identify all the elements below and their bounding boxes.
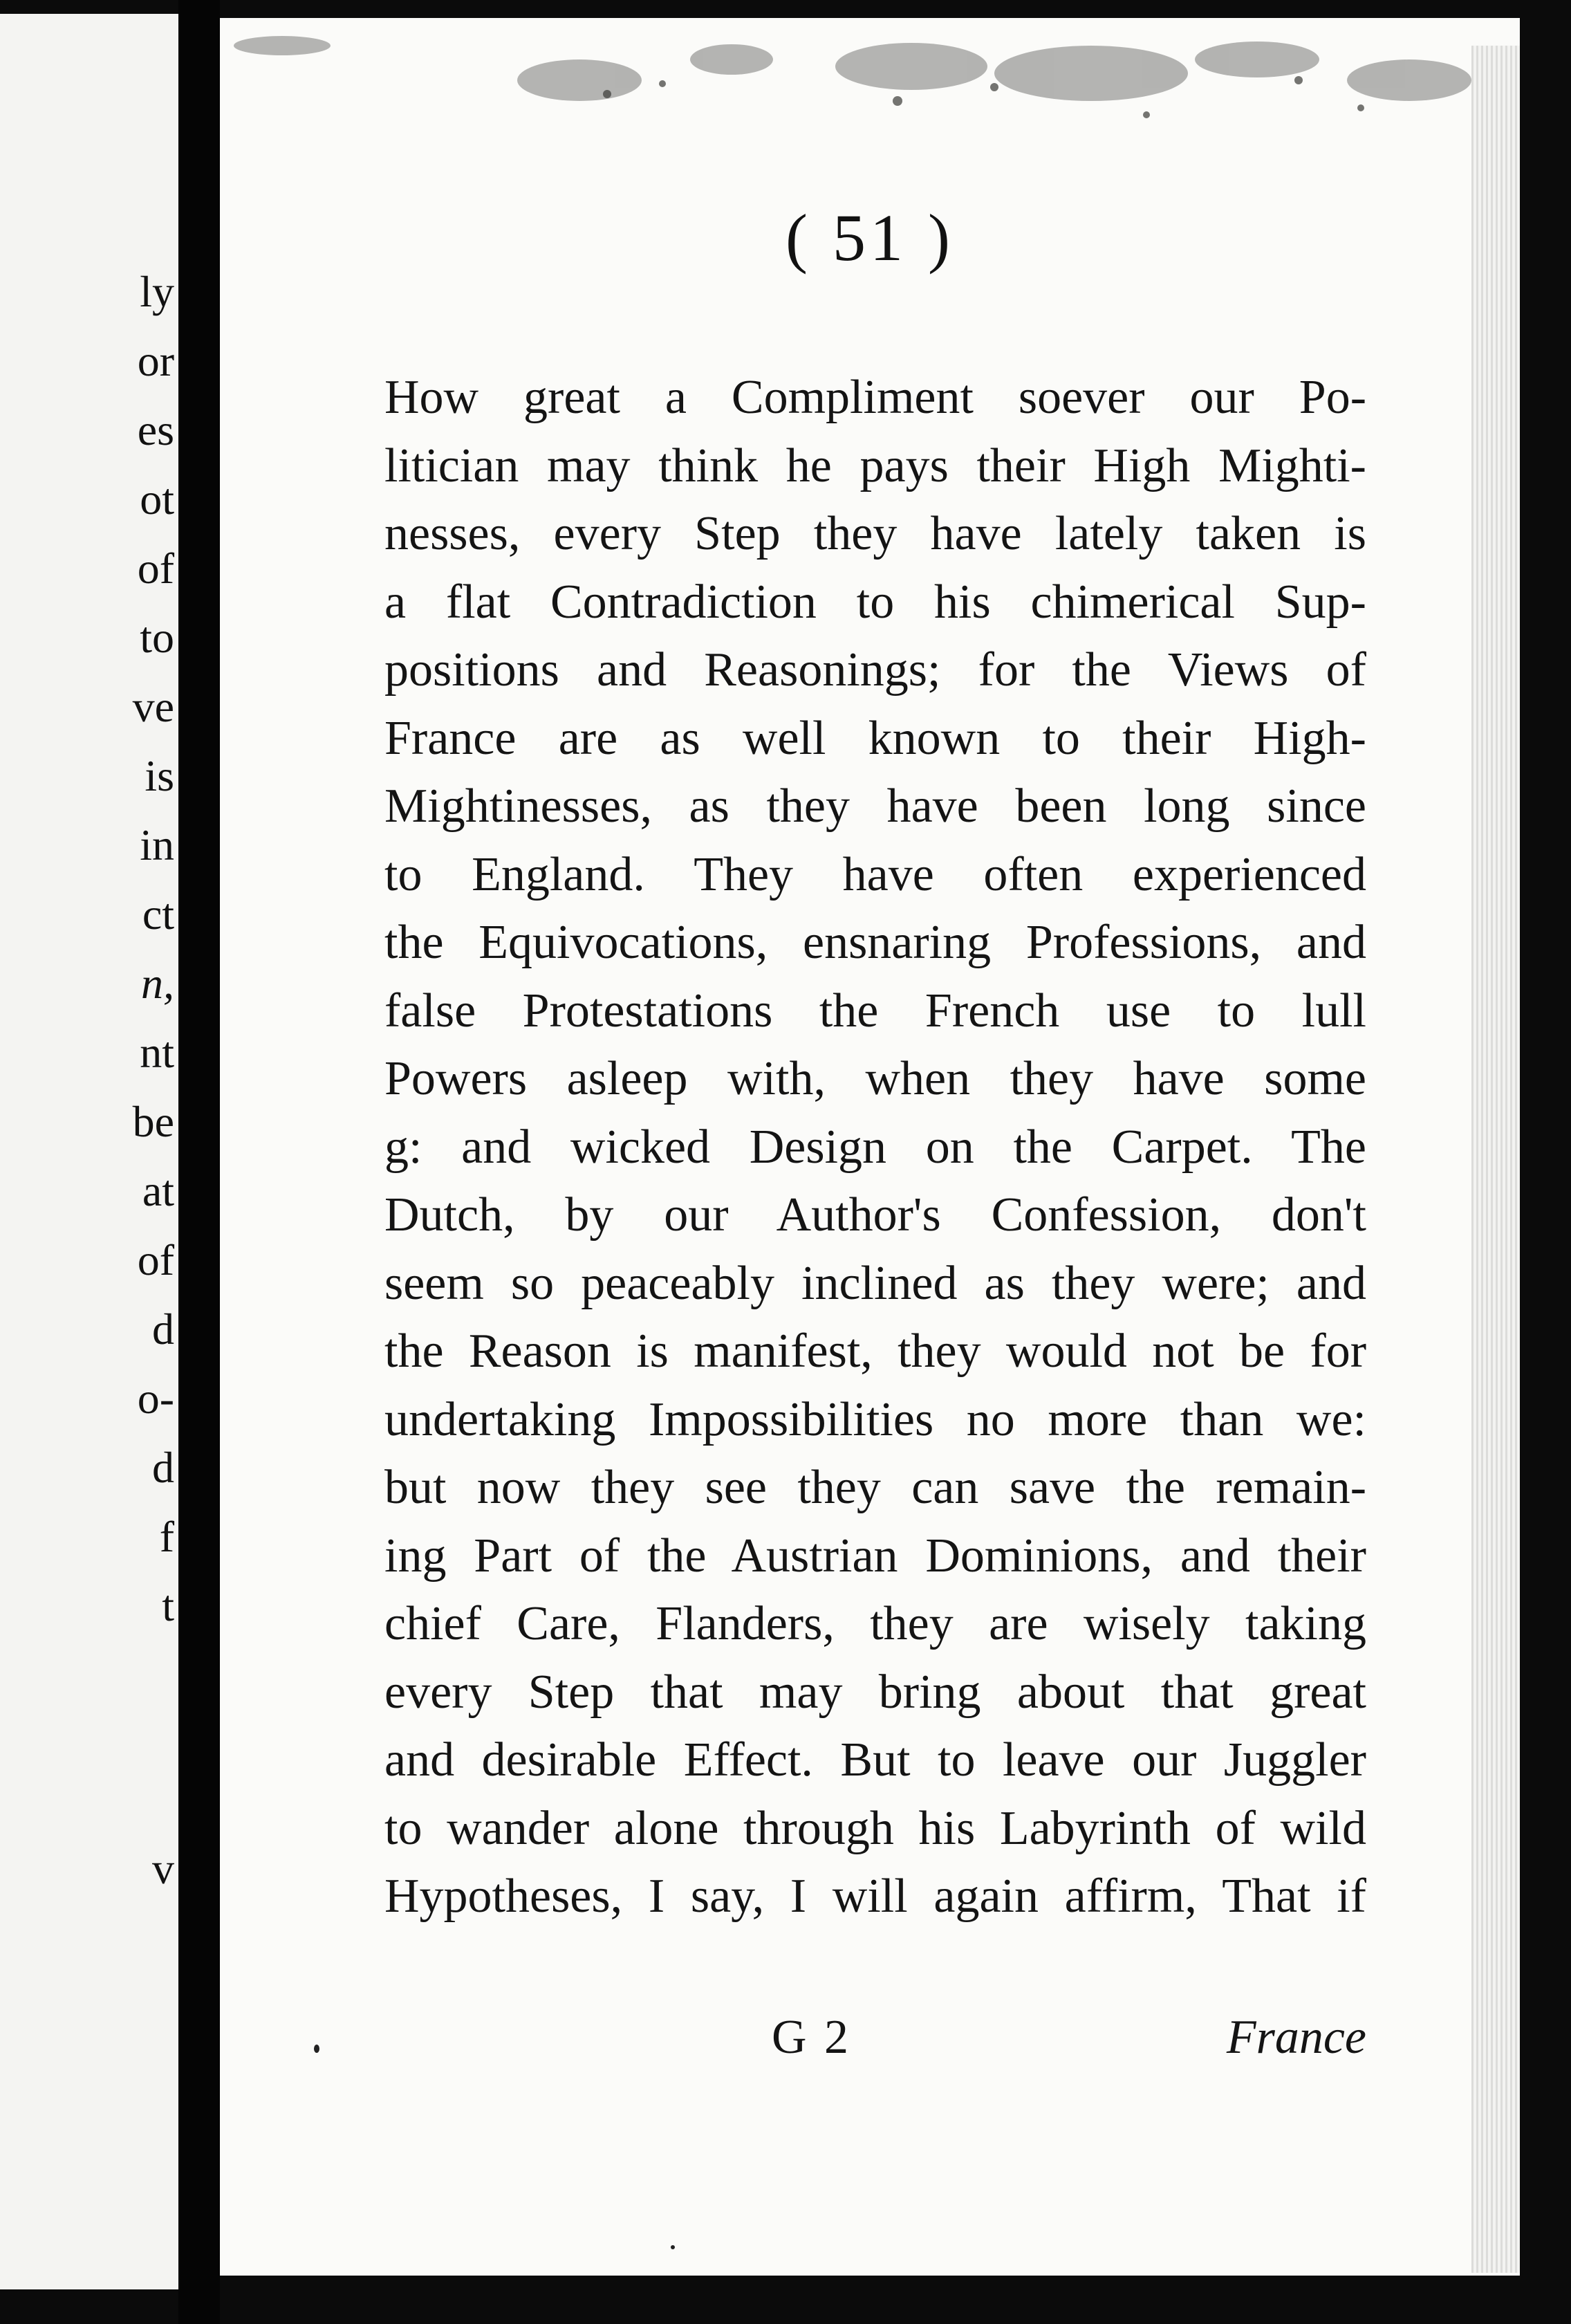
left-page-text-column <box>0 267 178 1930</box>
left-page-line: nt <box>140 1028 174 1077</box>
left-page-line: or <box>137 336 174 385</box>
text-line: to wander alone through his Labyrinth of wild <box>384 1801 1366 1855</box>
left-page-line: o- <box>137 1374 174 1423</box>
left-page-line: v <box>152 1844 174 1893</box>
left-page-line: is <box>145 751 174 800</box>
left-page-line: ve <box>132 682 174 731</box>
left-page-line: es <box>137 405 174 454</box>
text-line: How great a Compliment soever our Po- <box>384 371 1366 424</box>
left-page-line: at <box>142 1166 174 1215</box>
page-footer <box>384 2010 1366 2079</box>
left-page-line: be <box>132 1097 174 1146</box>
left-page-line: n, <box>141 959 174 1008</box>
left-page-line: ct <box>142 889 174 939</box>
left-page-line: in <box>140 820 174 869</box>
text-line: undertaking Impossibilities no more than we: <box>384 1392 1366 1446</box>
text-line: Powers asleep with, when they have some <box>384 1052 1366 1105</box>
left-page-line: d <box>152 1443 174 1492</box>
left-page-line: ly <box>140 267 174 316</box>
text-line: chief Care, Flanders, they are wisely taking <box>384 1597 1366 1650</box>
page-edge-stack <box>1471 46 1520 2273</box>
page-number: ( 51 ) <box>786 201 954 275</box>
left-page-line: to <box>140 613 174 662</box>
text-line: Hypotheses, I say, I will again affirm, That if <box>384 1870 1366 1923</box>
text-line: g: and wicked Design on the Carpet. The <box>384 1120 1366 1174</box>
ink-speck <box>671 2245 675 2249</box>
text-line: the Reason is manifest, they would not be for <box>384 1325 1366 1378</box>
left-page-line: of <box>137 544 174 593</box>
ink-speck <box>314 2045 319 2053</box>
text-line: seem so peaceably inclined as they were; and <box>384 1256 1366 1310</box>
text-line: but now they see they can save the remain- <box>384 1461 1366 1514</box>
text-line: false Protestations the French use to lull <box>384 984 1366 1038</box>
text-line: Dutch, by our Author's Confession, don't <box>384 1188 1366 1242</box>
text-line: Mightinesses, as they have been long since <box>384 780 1366 833</box>
left-page-line: f <box>159 1512 174 1561</box>
left-page-line: d <box>152 1304 174 1354</box>
text-line: a flat Contradiction to his chimerical Sup- <box>384 575 1366 629</box>
book-page <box>220 18 1520 2276</box>
text-line: every Step that may bring about that great <box>384 1665 1366 1719</box>
signature-mark: G 2 <box>772 2011 852 2064</box>
left-page-fragment <box>0 14 178 2289</box>
text-line: litician may think he pays their High Mighti- <box>384 439 1366 492</box>
book-gutter <box>178 0 220 2324</box>
text-line: nesses, every Step they have lately taken is <box>384 507 1366 560</box>
left-page-line: t <box>162 1581 174 1630</box>
text-line: France are as well known to their High- <box>384 711 1366 765</box>
left-page-line: ot <box>140 474 174 524</box>
catchword: France <box>1226 2011 1366 2064</box>
page-top-stain <box>220 18 1520 149</box>
text-line: ing Part of the Austrian Dominions, and their <box>384 1529 1366 1583</box>
text-line: the Equivocations, ensnaring Professions, and <box>384 916 1366 969</box>
text-line: and desirable Effect. But to leave our Juggler <box>384 1733 1366 1787</box>
body-text <box>384 364 1366 1931</box>
text-line: to England. They have often experienced <box>384 847 1366 901</box>
text-line: positions and Reasonings; for the Views of <box>384 643 1366 697</box>
left-page-line: of <box>137 1235 174 1284</box>
